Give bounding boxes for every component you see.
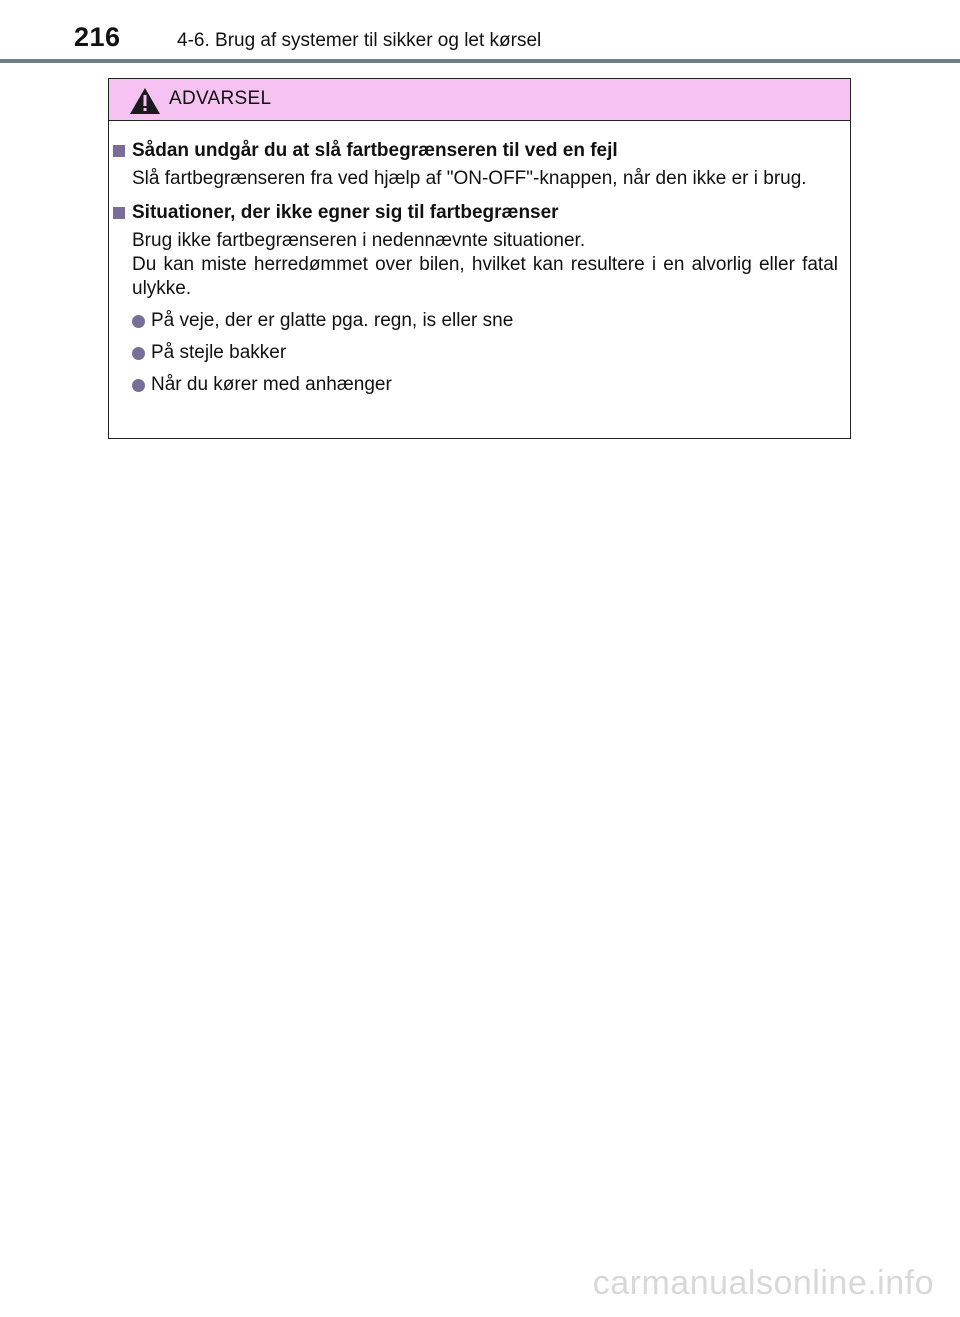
- warning-title: ADVARSEL: [169, 88, 272, 109]
- section-heading: [113, 201, 838, 225]
- square-bullet-icon: [113, 207, 125, 219]
- section-text: [132, 167, 838, 191]
- page-number: 216: [74, 22, 121, 52]
- section-text: [132, 229, 838, 397]
- list-item-text: Når du kører med anhænger: [151, 374, 392, 395]
- header-rule: [0, 59, 960, 63]
- round-bullet-icon: [132, 315, 145, 328]
- section-paragraph: Brug ikke fartbegrænseren i nedennævnte situationer.: [132, 230, 586, 251]
- warning-body: [109, 121, 850, 397]
- list-item: [132, 341, 838, 365]
- square-bullet-icon: [113, 145, 125, 157]
- warning-box: [108, 78, 851, 439]
- page-header: [0, 0, 960, 64]
- list-item: [132, 373, 838, 397]
- round-bullet-icon: [132, 379, 145, 392]
- section-heading-text: Sådan undgår du at slå fartbegrænseren til ved en fejl: [132, 140, 618, 161]
- round-bullet-icon: [132, 347, 145, 360]
- section-heading: [113, 139, 838, 163]
- watermark: carmanualsonline.info: [592, 1264, 934, 1302]
- list-item: [132, 309, 838, 333]
- warning-triangle-icon: [129, 87, 161, 115]
- warning-section: [113, 201, 838, 397]
- warning-section: [113, 139, 838, 191]
- section-paragraph: Du kan miste herredømmet over bilen, hvilket kan resultere i en alvorlig eller fatal ulykke.: [132, 254, 838, 299]
- section-title: 4-6. Brug af systemer til sikker og let kørsel: [177, 30, 542, 51]
- list-item-text: På veje, der er glatte pga. regn, is eller sne: [151, 310, 514, 331]
- bullet-list: [132, 309, 838, 397]
- list-item-text: På stejle bakker: [151, 342, 287, 363]
- section-paragraph: Slå fartbegrænseren fra ved hjælp af "ON-OFF"-knappen, når den ikke er i brug.: [132, 168, 807, 189]
- section-heading-text: Situationer, der ikke egner sig til fartbegrænser: [132, 202, 559, 223]
- warning-header: [109, 79, 850, 121]
